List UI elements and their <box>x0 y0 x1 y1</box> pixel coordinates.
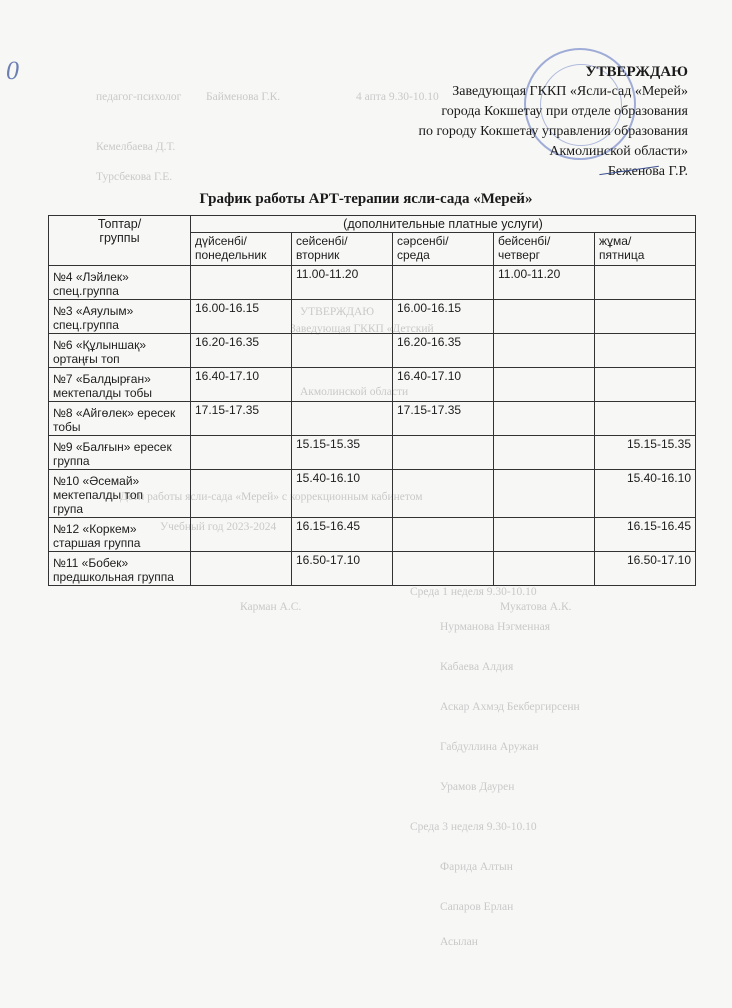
group-name-line: №8 «Айгөлек» ересек <box>53 406 176 420</box>
approval-line-2: города Кокшетау при отделе образования <box>441 104 688 119</box>
services-header: (дополнительные платные услуги) <box>191 216 696 233</box>
group-name-line: предшкольная группа <box>53 570 174 584</box>
day-header-ru: понедельник <box>195 248 267 262</box>
time-cell <box>191 436 292 470</box>
day-header-ru: пятница <box>599 248 645 262</box>
day-header-0 <box>191 233 292 266</box>
time-cell <box>494 518 595 552</box>
time-cell <box>595 334 696 368</box>
time-cell <box>393 470 494 518</box>
group-name-line: №12 «Коркем» <box>53 522 137 536</box>
group-name-line: спец.группа <box>53 318 119 332</box>
table-row <box>49 436 696 470</box>
group-name-line: №3 «Аяулым» <box>53 304 134 318</box>
time-cell: 11.00-11.20 <box>292 266 393 300</box>
time-cell <box>494 470 595 518</box>
day-header-ru: среда <box>397 248 430 262</box>
time-cell: 11.00-11.20 <box>494 266 595 300</box>
group-name-line: старшая группа <box>53 536 141 550</box>
time-cell: 15.15-15.35 <box>292 436 393 470</box>
table-row <box>49 552 696 586</box>
day-header-1 <box>292 233 393 266</box>
group-name-line: тобы <box>53 420 81 434</box>
group-name-cell <box>49 300 191 334</box>
time-cell: 16.15-16.45 <box>595 518 696 552</box>
time-cell: 17.15-17.35 <box>393 402 494 436</box>
approval-line-3: по городу Кокшетау управления образования Акмолинской области» <box>418 124 688 159</box>
time-cell: 16.20-16.35 <box>393 334 494 368</box>
time-cell <box>494 368 595 402</box>
approval-line-1: Заведующая ГККП «Ясли-сад «Мерей» <box>452 84 688 99</box>
time-cell <box>393 552 494 586</box>
group-name-line: №9 «Балғын» ересек <box>53 440 172 454</box>
time-cell <box>595 402 696 436</box>
table-row <box>49 334 696 368</box>
time-cell: 16.20-16.35 <box>191 334 292 368</box>
time-cell <box>292 334 393 368</box>
time-cell <box>393 266 494 300</box>
time-cell: 16.00-16.15 <box>191 300 292 334</box>
time-cell <box>494 436 595 470</box>
table-row <box>49 470 696 518</box>
group-name-line: №4 «Лэйлек» <box>53 270 129 284</box>
time-cell: 16.50-17.10 <box>292 552 393 586</box>
time-cell <box>393 436 494 470</box>
document-page: педагог-психолог Байменова Г.К. 4 апта 9.30-10.10 Кемелбаева Д.Т. Турсбекова Г.Е. УТВЕРЖДАЮ Заведующая ГККП «Детский Акмолинской области Дети работы ясли-сада «Мерей» с коррекционным кабинетом Учебный год 2023-2024 Среда 1 неделя 9.30-10.10 Карман А.С. Мукатова А.К. Нурманова Нэгменная Кабаева Алдия Аскар Ахмэд Бекбергирсенн Габдуллина Аружан Урамов Даурен Среда 3 неделя 9.30-10.10 Фарида Алтын Сапаров Ерлан Асылан 0 УТВЕРЖДАЮ Заведующая ГККП «Ясли-сад «Мерей» города Кокшетау при отделе образования по городу Кокшетау управления образования Акмолинской области» Беженова Г.Р. График работы АРТ-терапии ясли-сада «Мерей» Топтар/ группы (дополнительные платные услуги) дүйсенбі/ понедельник сейсенбі/ вторник сәрсенбі/ среда бейсенбі/ четверг жұма/ пятница №4 «Лэйлек» спец.группа 11.00-11.20 11.00-11.20 №3 «Аяулым» спец.группа 16.00-16.15 16.00-16.15 №6 «Құлыншақ» ортаңғы топ 16.20-16.35 16.20-16.35 №7 «Балдырған» мектепалды тобы 16.40-17.10 16.40-17.10 №8 «Айгөлек» ересек тобы 17.15-17.35 17.15-17.35 №9 «Балғын» ересек группа 15.15-15.35 15.15-15.35 №10 «Әсемай» мектепалды топ група 15.40-16.10 15.40-16.10 №12 «Коркем» старшая группа 16.15-16.45 16.15-16.45 №11 «Бобек» предшкольная группа 16.50-17.10 16.50-17.10 <box>0 0 732 1008</box>
time-cell <box>494 334 595 368</box>
table-row <box>49 368 696 402</box>
group-name-cell <box>49 470 191 518</box>
time-cell: 16.50-17.10 <box>595 552 696 586</box>
time-cell: 16.40-17.10 <box>393 368 494 402</box>
day-header-3 <box>494 233 595 266</box>
table-row <box>49 266 696 300</box>
day-header-kz: жұма/ <box>599 234 632 248</box>
time-cell: 16.15-16.45 <box>292 518 393 552</box>
group-name-line: мектепалды тобы <box>53 386 153 400</box>
approval-heading: УТВЕРЖДАЮ <box>585 64 688 80</box>
time-cell <box>191 552 292 586</box>
group-name-line: мектепалды топ <box>53 488 144 502</box>
time-cell <box>393 518 494 552</box>
time-cell <box>595 368 696 402</box>
group-name-line: №10 «Әсемай» <box>53 474 140 488</box>
time-cell: 17.15-17.35 <box>191 402 292 436</box>
group-name-cell <box>49 436 191 470</box>
groups-header: Топтар/ группы <box>49 216 191 266</box>
time-cell: 15.15-15.35 <box>595 436 696 470</box>
approval-signatory: Беженова Г.Р. <box>607 164 688 179</box>
time-cell <box>191 470 292 518</box>
group-name-cell <box>49 552 191 586</box>
group-name-cell <box>49 266 191 300</box>
day-header-4 <box>595 233 696 266</box>
group-name-cell <box>49 518 191 552</box>
time-cell <box>292 368 393 402</box>
day-header-2 <box>393 233 494 266</box>
day-header-ru: четверг <box>498 248 540 262</box>
time-cell: 16.00-16.15 <box>393 300 494 334</box>
time-cell <box>292 402 393 436</box>
day-header-kz: сәрсенбі/ <box>397 234 449 248</box>
group-name-line: група <box>53 502 84 516</box>
time-cell <box>595 300 696 334</box>
table-row <box>49 518 696 552</box>
margin-handwriting: 0 <box>6 56 19 85</box>
time-cell <box>292 300 393 334</box>
time-cell: 15.40-16.10 <box>595 470 696 518</box>
time-cell: 15.40-16.10 <box>292 470 393 518</box>
time-cell <box>494 552 595 586</box>
time-cell: 16.40-17.10 <box>191 368 292 402</box>
time-cell <box>494 300 595 334</box>
day-header-kz: дүйсенбі/ <box>195 234 247 248</box>
day-header-kz: сейсенбі/ <box>296 234 348 248</box>
table-row <box>49 402 696 436</box>
day-header-ru: вторник <box>296 248 340 262</box>
time-cell <box>595 266 696 300</box>
group-name-line: №11 «Бобек» <box>53 556 129 570</box>
group-name-line: №7 «Балдырған» <box>53 372 151 386</box>
group-name-line: ортаңғы топ <box>53 352 120 366</box>
group-name-cell <box>49 334 191 368</box>
group-name-cell <box>49 368 191 402</box>
time-cell <box>494 402 595 436</box>
schedule-table <box>48 215 696 586</box>
group-name-cell <box>49 402 191 436</box>
table-row <box>49 300 696 334</box>
document-title: График работы АРТ-терапии ясли-сада «Мерей» <box>199 191 533 207</box>
group-name-line: группа <box>53 454 90 468</box>
time-cell <box>191 518 292 552</box>
group-name-line: спец.группа <box>53 284 119 298</box>
time-cell <box>191 266 292 300</box>
day-header-kz: бейсенбі/ <box>498 234 551 248</box>
group-name-line: №6 «Құлыншақ» <box>53 338 147 352</box>
